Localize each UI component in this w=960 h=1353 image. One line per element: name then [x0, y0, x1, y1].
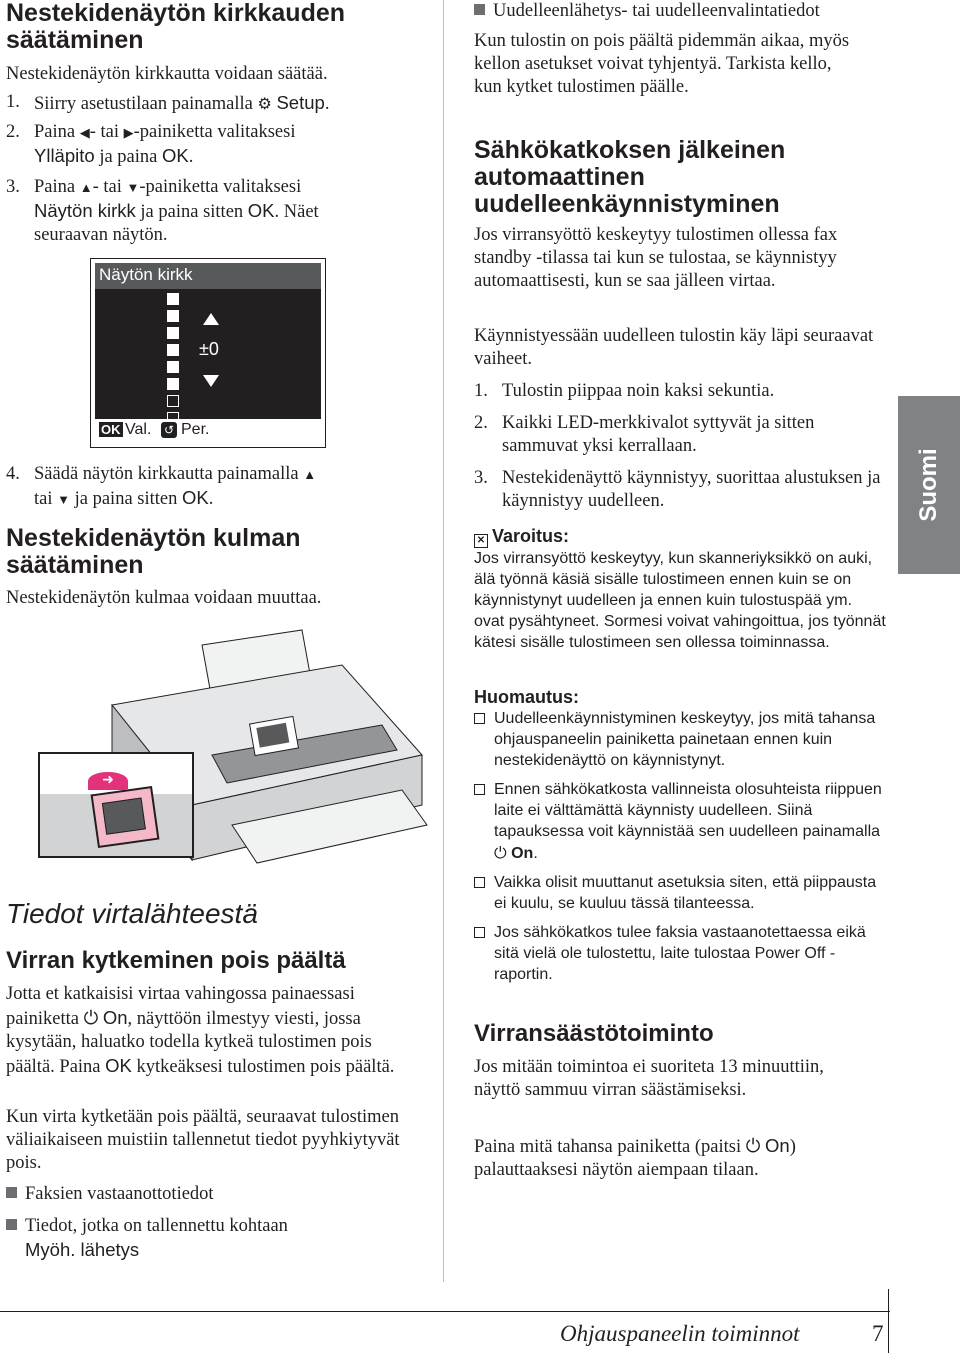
section-title-power: Tiedot virtalähteestä	[6, 898, 258, 929]
note-box	[474, 686, 889, 985]
lcd-angle-detail-inset	[38, 752, 194, 858]
bullet-square-icon	[6, 1219, 17, 1230]
power-save-paragraph-1: Jos mitään toimintoa ei suoriteta 13 minuuttiin, näyttö sammuu virran säästämiseksi.	[474, 1057, 824, 1100]
lcd-title: Näytön kirkk	[99, 265, 193, 284]
setup-icon: ⚙	[257, 94, 272, 113]
warning-icon: ✕	[474, 534, 488, 548]
note-item-4: Jos sähkökatkos tulee faksia vastaanotettaessa eikä sitä vielä ole tulostettu, laite tulostaa Power Off -raportin.	[474, 922, 889, 985]
bullet-saved-data: Tiedot, jotka on tallennettu kohtaan Myöh. lähetys	[6, 1215, 416, 1263]
lcd-screen	[95, 263, 321, 443]
up-arrow-icon: ▲	[79, 180, 93, 195]
note-item-1: Uudelleenkäynnistyminen keskeytyy, jos mitä tahansa ohjauspaneelin painiketta painetaan ennen kuin nestekidenäyttö on käynnistynyt.	[474, 708, 889, 771]
section-title-power-off: Virran kytkeminen pois päältä	[6, 947, 346, 974]
down-arrow-icon: ▼	[57, 492, 70, 507]
left-arrow-icon: ◀	[79, 125, 90, 140]
footer-tick	[888, 1289, 889, 1353]
footer-title: Ohjauspaneelin toiminnot	[560, 1321, 800, 1346]
footer-rule	[0, 1311, 890, 1312]
rotate-arrow-icon: ➜	[88, 772, 128, 790]
down-arrow-icon: ▼	[126, 180, 140, 195]
angle-intro: Nestekidenäytön kulmaa voidaan muuttaa.	[6, 588, 322, 608]
lcd-value: ±0	[199, 339, 219, 359]
power-icon: ⏻	[494, 843, 507, 862]
lcd-screen-illustration	[90, 258, 326, 448]
back-icon: ↺	[161, 422, 177, 438]
checkbox-bullet-icon	[474, 927, 485, 938]
section-title-power-save: Virransäästötoiminto	[474, 1020, 714, 1047]
naytonkirkk-label: Näytön kirkk	[34, 200, 136, 221]
warning-text: Jos virransyöttö keskeytyy, kun skanneriyksikkö on auki, älä työnnä käsiä sisälle tulostimeen ennen kuin se on käynnistynyt uudelleen ja ennen kuin tulostuspää ym. ovat pysähtyneet. Sormesi voivat vahingoittua, jos työnnät kätesi sisälle tulostimeen sen ollessa toiminnassa.	[474, 550, 886, 651]
clock-paragraph: Kun tulostin on pois päältä pidemmän aikaa, myös kellon asetukset voivat tyhjentyä. Tarkista kello, kun kytket tulostimen päälle.	[474, 31, 850, 97]
right-arrow-icon: ▶	[123, 125, 134, 140]
checkbox-bullet-icon	[474, 877, 485, 888]
note-title: Huomautus:	[474, 687, 579, 707]
bullet-fax-data: Faksien vastaanottotiedot	[6, 1183, 214, 1206]
lcd-title-bar	[95, 263, 321, 289]
column-divider	[443, 0, 444, 1282]
power-off-paragraph-2: Kun virta kytketään pois päältä, seuraavat tulostimen väliaikaiseen muistiin tallennetut tiedot pyyhkiytyvät pois.	[6, 1107, 400, 1173]
power-icon: ⏻	[83, 1008, 99, 1029]
setup-label: Setup	[276, 92, 325, 113]
yllapito-label: Ylläpito	[34, 145, 95, 166]
section-title-auto-restart: Sähkökatkoksen jälkeinen automaattinen uudelleenkäynnistyminen	[474, 136, 786, 218]
lcd-panel-tilted	[91, 786, 160, 848]
up-arrow-icon: ▲	[303, 467, 317, 482]
note-item-2: Ennen sähkökatkosta vallinneista olosuhteista riippuen laite ei välttämättä käynnisty uudelleen. Siinä tapauksessa voit käynnistää sen uudelleen painamalla ⏻ On.	[474, 779, 889, 864]
lcd-down-arrow-icon	[203, 375, 219, 387]
note-item-3: Vaikka olisit muuttanut asetuksia siten, että piippausta ei kuulu, se kuuluu tässä tilanteessa.	[474, 872, 889, 914]
power-icon: ⏻	[745, 1136, 761, 1157]
lcd-ok-badge: OK	[101, 422, 121, 437]
bullet-square-icon	[474, 4, 485, 15]
bullet-square-icon	[6, 1187, 17, 1198]
language-tab: Suomi	[898, 396, 960, 574]
lcd-bottom-bar	[95, 419, 321, 443]
warning-title: Varoitus:	[492, 526, 570, 546]
checkbox-bullet-icon	[474, 784, 485, 795]
power-off-paragraph-1: Jotta et katkaisisi virtaa vahingossa painaessasi painiketta ⏻ On, näyttöön ilmestyy viesti, jossa kysytään, haluatko todella kytkeä tulostimen pois päältä. Paina OK kytkeäksesi tulostimen pois päältä.	[6, 984, 395, 1077]
section-title-brightness: Nestekidenäytön kirkkauden säätäminen	[6, 0, 346, 54]
power-save-paragraph-2: Paina mitä tahansa painiketta (paitsi ⏻ On) palauttaaksesi näytön aiempaan tilaan.	[474, 1135, 796, 1180]
brightness-intro: Nestekidenäytön kirkkautta voidaan säätää.	[6, 64, 328, 84]
checkbox-bullet-icon	[474, 713, 485, 724]
ok-label: OK	[161, 145, 189, 166]
section-title-angle: Nestekidenäytön kulman säätäminen	[6, 524, 301, 579]
lcd-val-label: Val.	[125, 421, 152, 438]
lcd-back-label: Per.	[181, 421, 210, 438]
page-number: 7	[872, 1321, 884, 1346]
bullet-resend-data: Uudelleenlähetys- tai uudelleenvalintatiedot	[474, 0, 894, 23]
auto-restart-paragraph-1: Jos virransyöttö keskeytyy tulostimen ollessa fax standby -tilassa tai kun se tulostaa, se käynnistyy automaattisesti, kun se saa jälleen virtaa.	[474, 225, 838, 291]
lcd-up-arrow-icon	[203, 313, 219, 325]
warning-box	[474, 525, 889, 653]
auto-restart-paragraph-2: Käynnistyessään uudelleen tulostin käy läpi seuraavat vaiheet.	[474, 326, 874, 369]
